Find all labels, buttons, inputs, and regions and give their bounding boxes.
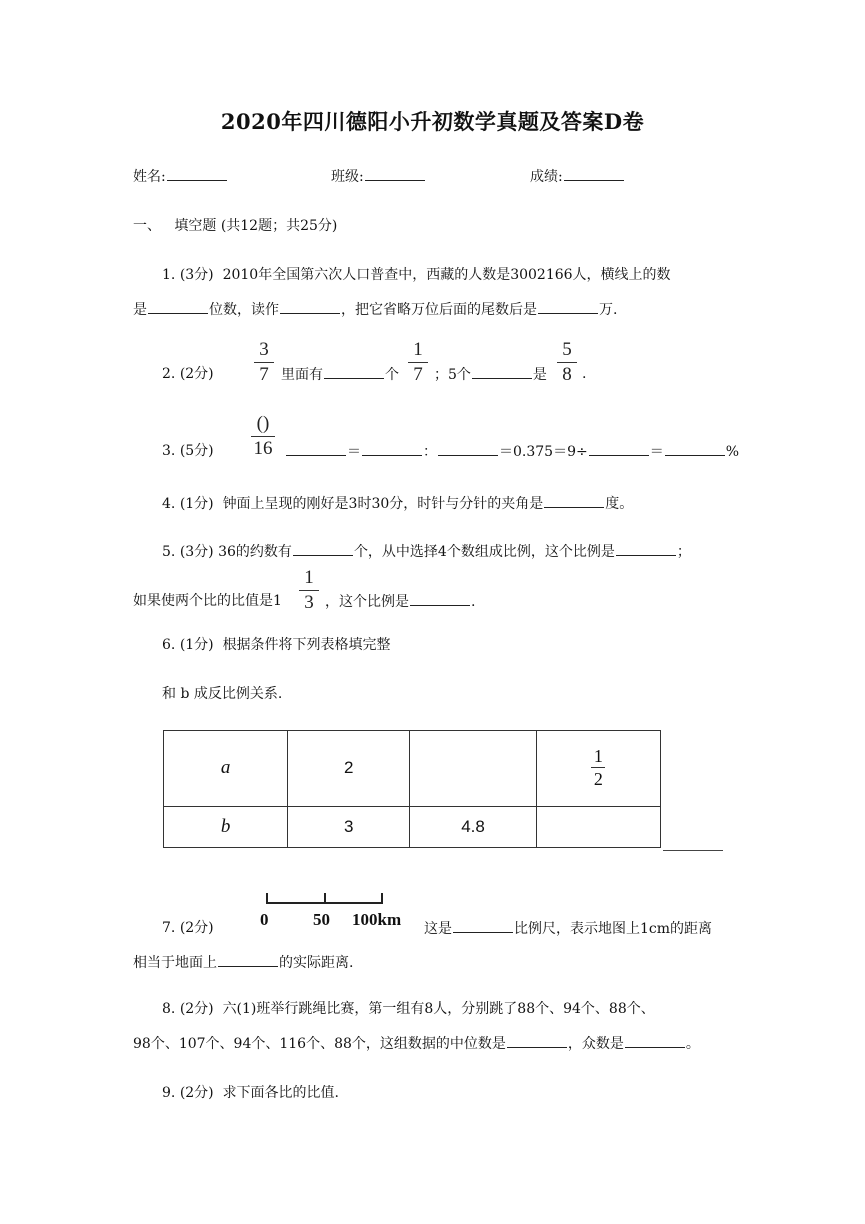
scale-tick: [324, 893, 326, 903]
q8-blank-2[interactable]: [625, 1033, 685, 1048]
name-field[interactable]: 姓名:: [133, 166, 228, 187]
q2-blank-1[interactable]: [324, 364, 384, 379]
q3-label: 3. (5分): [162, 443, 214, 459]
q7-blank-2[interactable]: [218, 952, 278, 967]
q1-blank-1[interactable]: [148, 299, 208, 314]
q5-blank-2[interactable]: [616, 541, 676, 556]
q5-line2b: ，这个比例是 .: [325, 591, 475, 612]
scale-label-50: 50: [313, 910, 330, 929]
table-cell: b: [164, 806, 288, 847]
q3-blank-2[interactable]: [362, 441, 422, 456]
q5-line2a: 如果使两个比的比值是1: [133, 593, 282, 609]
proportion-table: [163, 730, 661, 848]
q5-blank-1[interactable]: [293, 541, 353, 556]
q4-line: 4. (1分) 钟面上呈现的刚好是3时30分，时针与分针的夹角是 度。: [162, 493, 633, 514]
q2-blank-2[interactable]: [472, 364, 532, 379]
q8-blank-1[interactable]: [507, 1033, 567, 1048]
table-cell: 2: [288, 731, 410, 807]
q1-blank-3[interactable]: [538, 299, 598, 314]
scale-label-100km: 100km: [352, 910, 402, 929]
q4-blank[interactable]: [544, 493, 604, 508]
table-cell-empty[interactable]: [536, 806, 660, 847]
table-cell: 3: [288, 806, 410, 847]
q1-line1: 1. (3分) 2010年全国第六次人口普查中，西藏的人数是3002166人，横线上的数: [162, 267, 671, 283]
fraction-denominator: 2: [593, 768, 603, 789]
q1-blank-2[interactable]: [280, 299, 340, 314]
score-field[interactable]: 成绩:: [530, 166, 625, 187]
q2-text-a: 里面有 个: [281, 364, 399, 385]
q5-blank-3[interactable]: [410, 591, 470, 606]
q3-blank-3[interactable]: [438, 441, 498, 456]
class-blank[interactable]: [365, 166, 425, 181]
q2-label: 2. (2分): [162, 366, 214, 382]
q3-fraction: () 16: [251, 414, 275, 459]
q2-fraction-2: 1 7: [408, 340, 428, 385]
q7-label: 7. (2分): [162, 920, 214, 936]
q7-line2: 相当于地面上 的实际距离.: [133, 952, 353, 973]
class-field[interactable]: 班级:: [331, 166, 426, 187]
q6-answer-blank[interactable]: [663, 850, 723, 851]
q2-end: .: [582, 366, 587, 382]
q5-line1: 5. (3分) 36的约数有 个，从中选择4个数组成比例，这个比例是 ；: [162, 541, 691, 562]
section-header: 一、 填空题 (共12题；共25分): [133, 218, 338, 234]
scale-label-0: 0: [260, 910, 269, 929]
fraction-numerator: 1: [593, 745, 603, 766]
q3-blank-1[interactable]: [286, 441, 346, 456]
q3-blank-5[interactable]: [665, 441, 725, 456]
q8-line2: 98个、107个、94个、116个、88个，这组数据的中位数是 ，众数是 。: [133, 1033, 700, 1054]
q7-blank-1[interactable]: [453, 918, 513, 933]
scale-tick: [381, 893, 383, 903]
table-row: [164, 731, 661, 807]
q6-line: 6. (1分) 根据条件将下列表格填完整: [162, 637, 391, 653]
q3-equation: ＝ ： ＝0.375＝9÷ ＝ %: [285, 441, 739, 462]
q2-fraction-3: 5 8: [557, 340, 577, 385]
name-blank[interactable]: [167, 166, 227, 181]
score-blank[interactable]: [564, 166, 624, 181]
table-cell-fraction: [536, 731, 660, 807]
table-cell: a: [164, 731, 288, 807]
table-row: [164, 806, 661, 847]
table-cell: 4.8: [410, 806, 536, 847]
scale-tick: [266, 893, 268, 903]
q2-text-b: ；5个 是: [434, 364, 547, 385]
q1-line2: 是 位数，读作 ，把它省略万位后面的尾数后是 万.: [133, 299, 617, 320]
q7-line1: 这是 比例尺，表示地图上1cm的距离: [424, 918, 712, 939]
q8-line1: 8. (2分) 六(1)班举行跳绳比赛，第一组有8人，分别跳了88个、94个、88个、: [162, 1001, 655, 1017]
q6-subtext: 和 b 成反比例关系.: [162, 686, 283, 702]
page-title: 2020年四川德阳小升初数学真题及答案D卷: [220, 109, 645, 134]
q2-fraction-1: 3 7: [254, 340, 274, 385]
q9-line: 9. (2分) 求下面各比的比值.: [162, 1085, 340, 1101]
table-cell-empty[interactable]: [410, 731, 536, 807]
q5-fraction: 1 3: [299, 568, 319, 613]
q3-blank-4[interactable]: [589, 441, 649, 456]
